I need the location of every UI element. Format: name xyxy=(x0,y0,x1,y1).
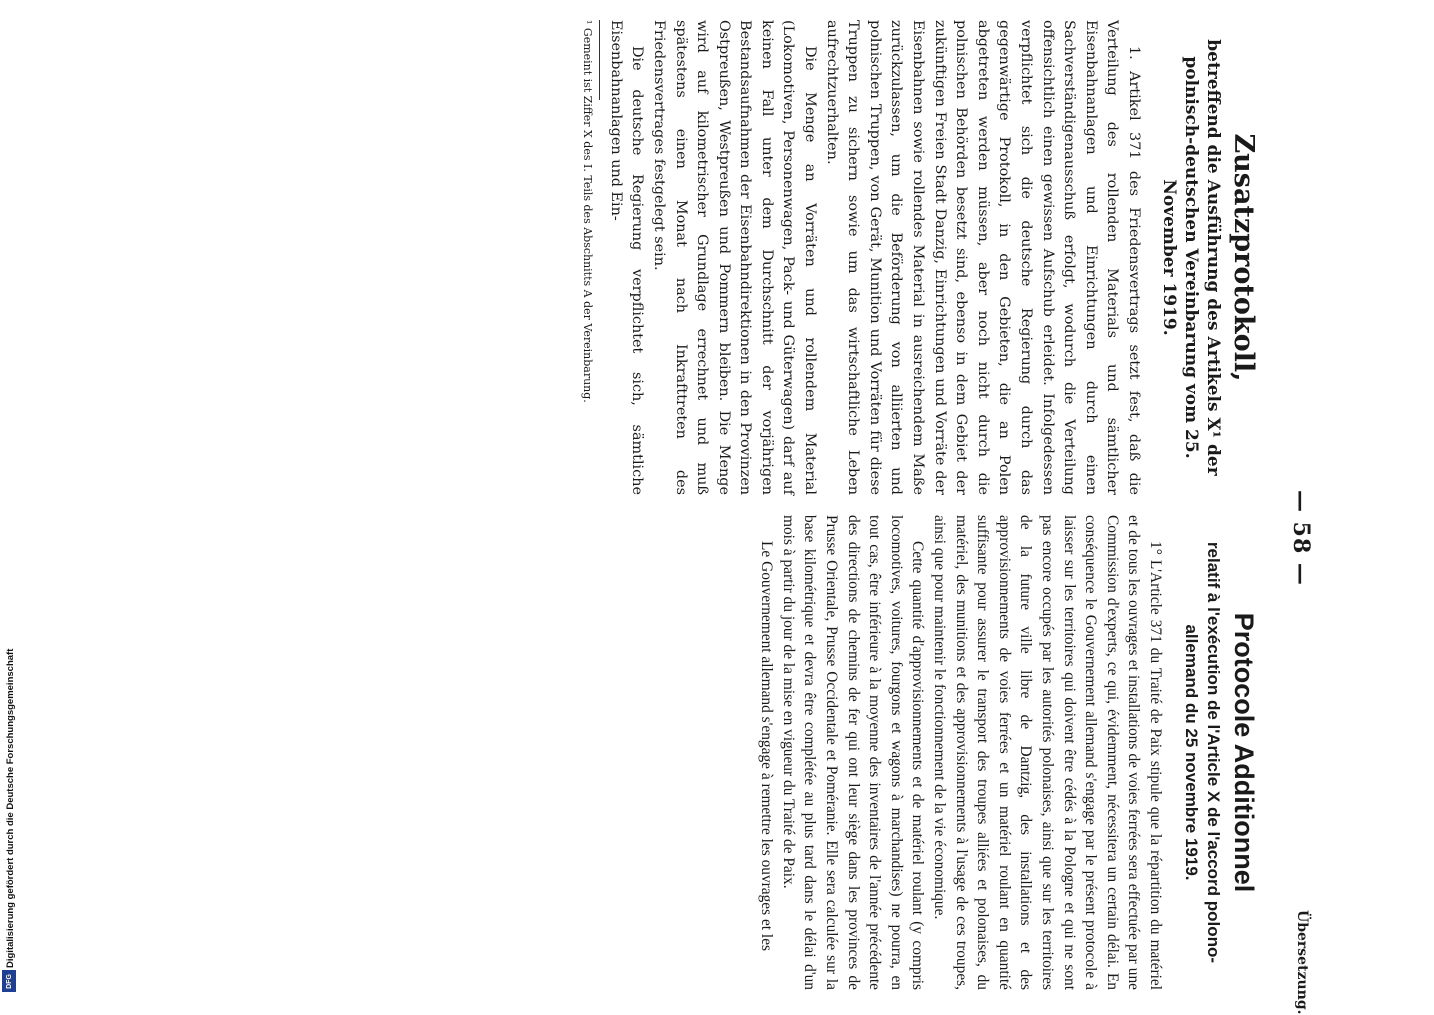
dfg-logo-icon xyxy=(2,970,16,992)
french-subtitle: relatif à l'exécution de l'Article X de l'accord polono-allemand du 25 novembre 1919. xyxy=(1182,541,1223,964)
german-column xyxy=(259,20,1259,495)
translation-label: Übersetzung. xyxy=(1294,910,1310,1015)
german-subtitle: betreffend die Ausführung des Artikels X¹ der polnisch-deutschen Vereinbarung vom 25. November 1919. xyxy=(1159,39,1223,476)
digitization-credit xyxy=(4,608,20,993)
french-paragraph-2: Cette quantité d'approvisionnements et de matériel roulant (y compris locomotives, voitures, fourgons et wagons à marchandises) ne pourra, en tout cas, être inférieure à la moyenne des inventaires de l'année précédente des directions de chemins de fer qui ont leur siège dans les provinces de Prusse Orientale, Prusse Occidentale et Poméranie. Elle sera calculée sur la base kilométrique et devra être complétée au plus tard dans le délai d'un mois à partir du jour de la mise en vigueur du Traité de Paix. xyxy=(779,515,927,990)
german-paragraph-1: 1. Artikel 371 des Friedensvertrags setzt fest, daß die Verteilung des rollenden Materials und sämtlicher Eisenbahnanlagen und Einrichtungen durch einen Sachverständigenausschuß erfolgt, wodurch die Verteilung offensichtlich einen gewissen Aufschub erleidet. Infolgedessen verpflichtet sich die deutsche Regierung durch das gegenwärtige Protokoll, in den Gebieten, die an Polen abgetreten werden müssen, aber noch nicht durch die polnischen Behörden besetzt sind, ebenso in dem Gebiet der zukünftigen Freien Stadt Danzig, Einrichtungen und Vorräte der Eisenbahnen sowie rollendes Material in ausreichendem Maße zurückzulassen, um die Beförderung von alliierten und polnischen Truppen, von Gerät, Munition und Vorräten für diese Truppen zu sichern sowie um das wirtschaftliche Leben aufrechtzuerhalten. xyxy=(823,20,1142,495)
running-head xyxy=(1284,20,1314,1015)
german-footnote: ¹ Gemeint ist Ziffer X des I. Teils des Abschnitts A der Vereinbarung. xyxy=(581,20,595,403)
french-paragraph-3: Le Gouvernement allemand s'engage à remettre les ouvrages et les xyxy=(758,541,776,952)
german-paragraph-3: Die deutsche Regierung verpflichtet sich, sämtliche Eisenbahnanlagen und Ein- xyxy=(607,20,646,495)
french-title: Protocole Additionnel xyxy=(1229,612,1259,893)
credit-text: Digitalisierung gefördert durch die Deutsche Forschungsgemeinschaft xyxy=(5,648,16,968)
german-title: Zusatzprotokoll, xyxy=(1228,133,1259,382)
footnote-divider xyxy=(599,20,600,100)
dfg-logo-text: DFG xyxy=(5,973,13,989)
page-number: — 58 — xyxy=(1288,490,1314,586)
french-paragraph-1: 1° L'Article 371 du Traité de Paix stipule que la répartition du matériel et de tous les ouvrages et installations de voies ferrées sera effectuée par une Commission d'experts, ce qui, évidemment, nécessitera un certain délai. En conséquence le Gouvernement allemand s'engage par le présent protocole à laisser sur les territoires qui doivent être cédés à la Pologne et qui ne sont pas encore occupés par les autorités polonaises, ainsi que sur les territoires de la future ville libre de Dantzig, des installations et des approvisionnements de voies ferrées et un matériel roulant en quantité suffisante pour assurer le transport des troupes alliées et polonaises, du matériel, des munitions et des approvisionnements à l'usage de ces troupes, ainsi que pour maintenir le fonctionnement de la vie économique. xyxy=(931,515,1164,990)
german-paragraph-2: Die Menge an Vorräten und rollendem Material (Lokomotiven, Personenwagen, Pack- und Güterwagen) darf auf keinen Fall unter dem Durchschnitt der vorjährigen Bestandsaufnahmen der Eisenbahndirektionen in den Provinzen Ostpreußen, Westpreußen und Pommern bleiben. Die Menge wird auf kilometrischer Grundlage errechnet und muß spätestens einen Monat nach Inkrafttreten des Friedensvertrages festgelegt sein. xyxy=(650,20,819,495)
french-column xyxy=(259,515,1259,990)
